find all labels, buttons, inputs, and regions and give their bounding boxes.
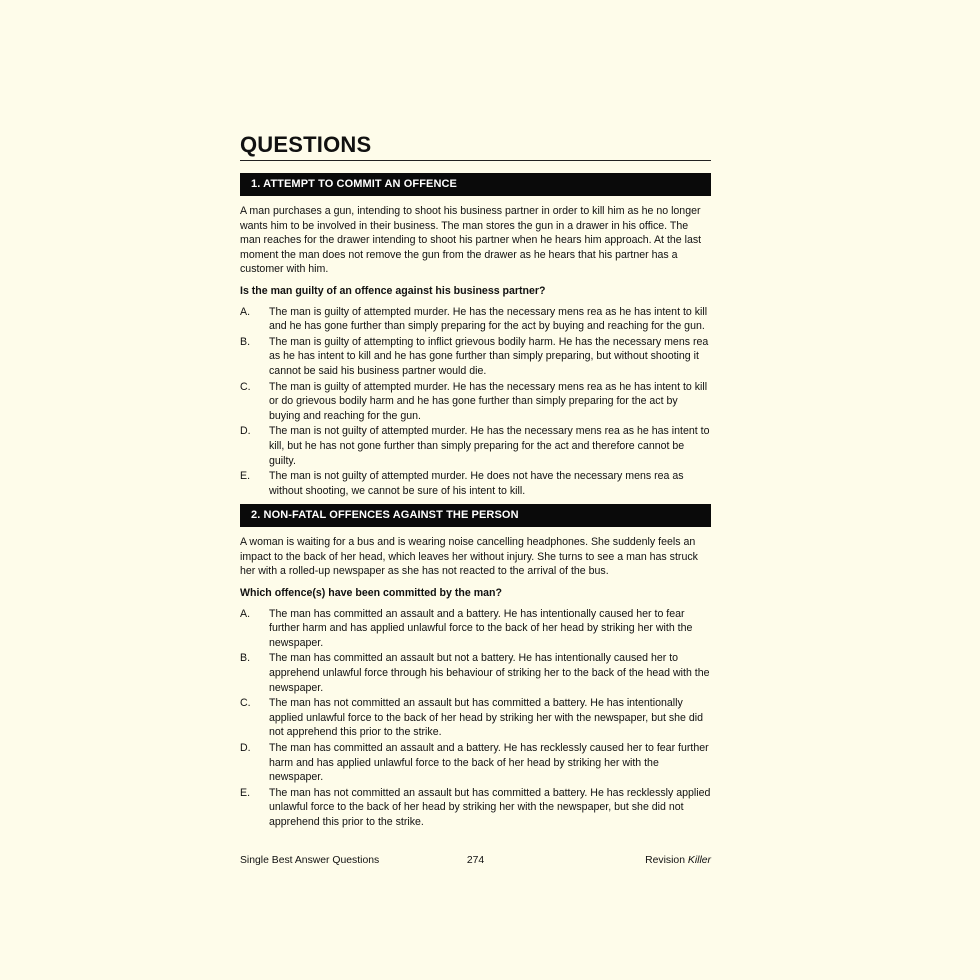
answer-option-d: [240, 741, 711, 785]
option-text: The man has not committed an assault but has committed a battery. He has intentionally applied unlawful force to the back of her head by striking her with the newspaper, but she did not apprehend this prior to the strike.: [269, 697, 704, 739]
option-letter: C.: [240, 380, 251, 393]
answer-option-e: [240, 786, 711, 830]
footer-brand-italic: Killer: [687, 855, 711, 866]
option-text: The man is not guilty of attempted murder. He has the necessary mens rea as he has intent to kill, but he has not gone further than simply preparing for the act and therefore cannot be guilty.: [269, 425, 710, 467]
scenario-text: A woman is waiting for a bus and is wearing noise cancelling headphones. She suddenly feels an impact to the back of her head, which leaves her without injury. She turns to see a man has struck her with a rolled-up newspaper as she has not reacted to the arrival of the bus.: [240, 536, 698, 578]
answer-option-d: [240, 424, 711, 468]
section-heading: 1. ATTEMPT TO COMMIT AN OFFENCE: [240, 173, 711, 196]
option-text: The man has committed an assault and a battery. He has intentionally caused her to fear further harm and has applied unlawful force to the back of her head by striking her with the newspaper.: [269, 607, 693, 649]
option-letter: C.: [240, 697, 251, 710]
option-text: The man is guilty of attempting to inflict grievous bodily harm. He has the necessary mens rea as he has intent to kill and he has gone further than simply preparing, but without shooting it cannot be said his business partner would die.: [269, 335, 709, 377]
option-letter: D.: [240, 742, 251, 754]
answer-option-c: [240, 380, 711, 424]
scenario-text: A man purchases a gun, intending to shoot his business partner in order to kill him as he no longer wants him to be involved in their business. The man stores the gun in a drawer in his office. The man reaches for the drawer intending to shoot his partner when he hears him approach. At the last moment the man does not remove the gun from the drawer as he hears that his partner has a customer with him.: [240, 205, 702, 276]
option-letter: E.: [240, 786, 251, 799]
page-title: QUESTIONS: [240, 132, 372, 157]
answer-options: [240, 305, 711, 499]
answer-option-b: [240, 335, 711, 379]
answer-option-a: [240, 607, 711, 651]
answer-options: [240, 607, 711, 830]
answer-option-c: [240, 696, 711, 740]
option-letter: E.: [240, 470, 251, 483]
page-number: 274: [466, 855, 485, 866]
answer-option-a: [240, 305, 711, 334]
option-letter: B.: [240, 652, 251, 665]
document-page: [240, 128, 711, 831]
title-divider: [240, 160, 711, 161]
footer-brand: [645, 854, 711, 868]
option-text: The man has committed an assault but not a battery. He has intentionally caused her to apprehend unlawful force through his behaviour of striking her to the back of the head with the newspaper.: [269, 652, 710, 694]
question-section-2: [240, 504, 711, 829]
answer-option-e: [240, 469, 711, 498]
footer-book-section: Single Best Answer Questions: [240, 855, 380, 866]
option-text: The man has not committed an assault but has committed a battery. He has recklessly applied unlawful force to the back of her head by striking her with the newspaper, but she did not apprehend this prior to the strike.: [269, 786, 711, 828]
option-letter: D.: [240, 425, 251, 438]
option-text: The man is guilty of attempted murder. He has the necessary mens rea as he has intent to kill or do grievous bodily harm and he has gone further than simply preparing for the act by buying and reaching for the gun.: [269, 380, 708, 422]
option-letter: A.: [240, 607, 251, 620]
option-letter: B.: [240, 335, 251, 348]
footer-brand-prefix: Revision: [645, 855, 688, 866]
option-text: The man has committed an assault and a battery. He has recklessly caused her to fear further harm and has applied unlawful force to the back of her head by striking her with the newspaper.: [269, 742, 709, 784]
option-text: The man is not guilty of attempted murder. He does not have the necessary mens rea as without shooting, we cannot be sure of his intent to kill.: [269, 470, 684, 497]
question-section-1: [240, 173, 711, 498]
answer-option-b: [240, 651, 711, 695]
section-heading: 2. NON-FATAL OFFENCES AGAINST THE PERSON: [240, 504, 711, 527]
option-letter: A.: [240, 305, 251, 318]
option-text: The man is guilty of attempted murder. He has the necessary mens rea as he has intent to kill and he has gone further than simply preparing for the act by buying and reaching for the gun.: [269, 305, 708, 333]
question-prompt: Which offence(s) have been committed by the man?: [240, 587, 502, 600]
question-prompt: Is the man guilty of an offence against his business partner?: [240, 284, 546, 297]
